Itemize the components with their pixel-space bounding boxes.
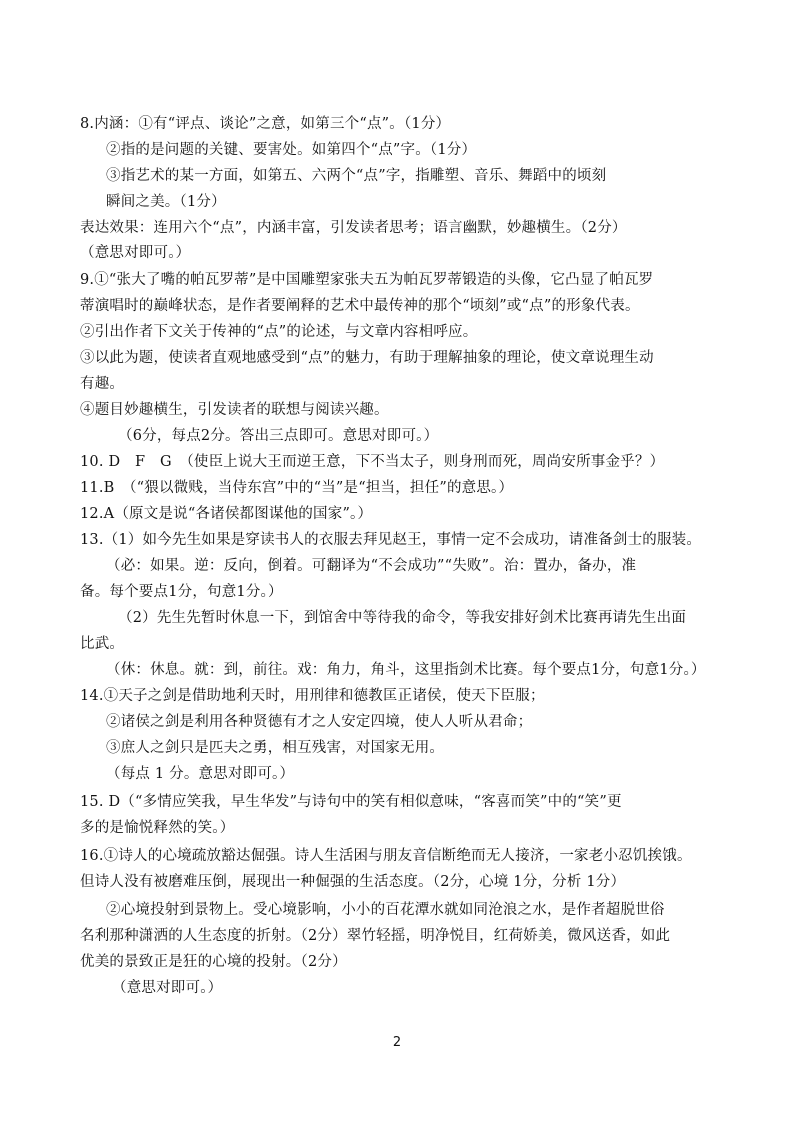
answer-16-line-4: 名利那种潇洒的人生态度的折射。（2分）翠竹轻摇，明净悦目，红荷娇美，微风送香，如此 xyxy=(80,928,671,944)
answer-13-line-1: 13.（1）如今先生如果是穿读书人的衣服去拜见赵王，事情一定不会成功，请准备剑士的服装。 xyxy=(80,532,702,548)
answer-8-line-4: 瞬间之美。（1分） xyxy=(106,194,226,210)
answer-8-line-6: （意思对即可。） xyxy=(80,245,191,261)
answer-15-line-1: 15. D（“多情应笑我，早生华发”与诗句中的笑有相似意味，“客喜而笑”中的“笑”更 xyxy=(80,794,622,810)
answer-9-line-6: ④题目妙趣横生，引发读者的联想与阅读兴趣。 xyxy=(80,402,389,418)
answer-9-line-3: ②引出作者下文关于传神的“点”的论述，与文章内容相呼应。 xyxy=(80,324,478,340)
answer-13-line-3: 备。每个要点1分，句意1分。） xyxy=(80,584,283,600)
answer-12: 12.A（原文是说“各诸侯都图谋他的国家”。） xyxy=(80,506,373,522)
page-number: 2 xyxy=(392,1035,402,1050)
answer-16-line-6: （意思对即可。） xyxy=(112,980,223,996)
answer-8-line-2: ②指的是问题的关键、要害处。如第四个“点”字。（1分） xyxy=(106,142,477,158)
answer-8-line-5: 表达效果：连用六个“点”，内涵丰富，引发读者思考；语言幽默，妙趣横生。（2分） xyxy=(80,220,627,236)
answer-9-line-2: 蒂演唱时的巅峰状态，是作者要阐释的艺术中最传神的那个“顷刻”或“点”的形象代表。 xyxy=(80,298,640,314)
answer-10: 10. D F G （使臣上说大王而逆王意，下不当太子，则身刑而死，周尚安所事金乎？） xyxy=(80,454,665,470)
answer-14-line-2: ②诸侯之剑是利用各种贤德有才之人安定四境，使人人听从君命； xyxy=(106,714,533,730)
answer-13-line-5: 比武。 xyxy=(80,636,125,652)
answer-14-line-1: 14.①天子之剑是借助地利天时，用刑律和德教匡正诸侯，使天下臣服； xyxy=(80,688,545,704)
answer-13-line-6: （休：休息。就：到，前往。戏：角力，角斗，这里指剑术比赛。每个要点1分，句意1分。） xyxy=(106,662,706,678)
answer-9-line-4: ③以此为题，使读者直观地感受到“点”的魅力，有助于理解抽象的理论，使文章说理生动 xyxy=(80,350,654,366)
answer-16-line-2: 但诗人没有被磨难压倒，展现出一种倔强的生活态度。（2分，心境 1分，分析 1分） xyxy=(80,874,626,890)
answer-13-line-4: （2）先生先暂时休息一下，到馆舍中等待我的命令，等我安排好剑术比赛再请先生出面 xyxy=(118,610,687,626)
answer-13-line-2: （必：如果。逆：反向，倒着。可翻译为“不会成功”“失败”。治：置办，备办，准 xyxy=(106,558,637,574)
answer-16-line-5: 优美的景致正是狂的心境的投射。（2分） xyxy=(80,954,347,970)
answer-9-line-1: 9.①“张大了嘴的帕瓦罗蒂”是中国雕塑家张夫五为帕瓦罗蒂锻造的头像，它凸显了帕瓦罗 xyxy=(80,272,654,288)
answer-14-line-4: （每点 1 分。意思对即可。） xyxy=(106,766,295,782)
answer-9-line-7: （6分，每点2分。答出三点即可。意思对即可。） xyxy=(118,428,439,444)
answer-9-line-5: 有趣。 xyxy=(80,376,125,392)
answer-16-line-1: 16.①诗人的心境疏放豁达倔强。诗人生活困与朋友音信断绝而无人接济，一家老小忍饥挨饿。 xyxy=(80,848,692,864)
answer-11: 11.B （“猥以微贱，当侍东宫”中的“当”是“担当，担任”的意思。） xyxy=(80,480,514,496)
answer-14-line-3: ③庶人之剑只是匹夫之勇，相互残害，对国家无用。 xyxy=(106,740,445,756)
answer-8-line-3: ③指艺术的某一方面，如第五、六两个“点”字，指雕塑、音乐、舞蹈中的顷刻 xyxy=(106,168,607,184)
answer-15-line-2: 多的是愉悦释然的笑。） xyxy=(80,820,235,836)
answer-16-line-3: ②心境投射到景物上。受心境影响，小小的百花潭水就如同沧浪之水，是作者超脱世俗 xyxy=(106,902,665,918)
answer-8-line-1: 8.内涵：①有“评点、谈论”之意，如第三个“点”。（1分） xyxy=(80,116,451,132)
